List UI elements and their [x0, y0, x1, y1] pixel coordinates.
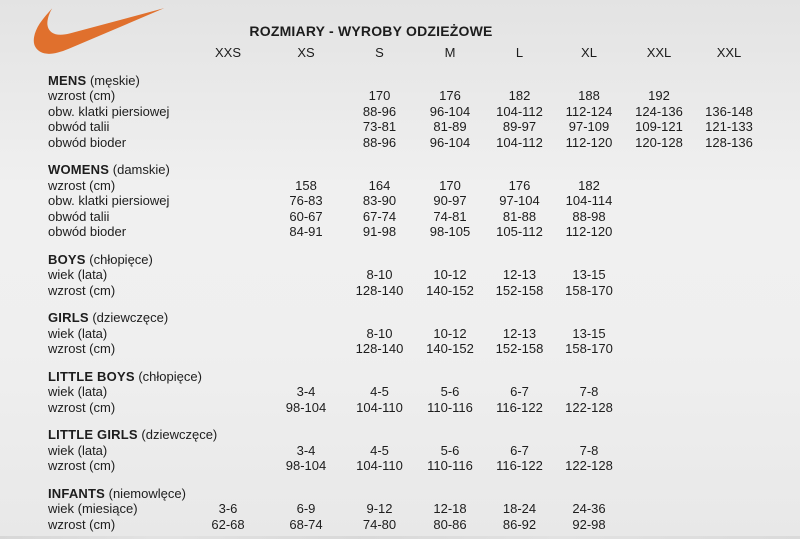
value-cell	[694, 267, 764, 283]
value-cell	[624, 325, 694, 341]
value-cell: 112-124	[565, 103, 613, 119]
value-cell	[188, 193, 268, 209]
size-column-header: XXL	[716, 45, 742, 60]
value-cell: 68-74	[289, 516, 323, 532]
value-cell: 88-98	[572, 208, 606, 224]
section-name: GIRLS	[48, 310, 89, 325]
value-cell: 97-104	[499, 193, 540, 208]
value-cell	[694, 208, 764, 224]
value-cell: 91-98	[362, 224, 397, 239]
value-cell: 105-112	[496, 224, 543, 239]
value-cell	[694, 282, 764, 298]
value-cell: 80-86	[433, 516, 467, 532]
row-label: wzrost (cm)	[48, 282, 116, 298]
table-row	[48, 134, 764, 150]
size-column-header: L	[515, 45, 524, 60]
value-cell: 158	[295, 177, 317, 193]
table-row	[48, 208, 764, 224]
size-column-header: XXS	[214, 45, 241, 60]
value-cell: 98-104	[285, 399, 327, 415]
value-cell: 6-7	[510, 384, 529, 399]
section-header-row	[48, 298, 764, 326]
value-cell: 67-74	[362, 208, 397, 224]
table-row	[48, 384, 764, 400]
value-cell	[624, 341, 694, 357]
section-header-cell	[48, 473, 764, 501]
table-row	[48, 267, 764, 283]
section-header-cell	[48, 415, 764, 443]
section-name: LITTLE GIRLS	[48, 427, 138, 442]
section-suffix: (chłopięce)	[85, 251, 153, 267]
value-cell	[188, 224, 268, 240]
table-row	[48, 88, 764, 104]
row-label: wzrost (cm)	[48, 399, 116, 415]
value-cell	[268, 282, 344, 298]
value-cell	[624, 208, 694, 224]
value-cell	[188, 208, 268, 224]
value-cell: 10-12	[433, 325, 467, 341]
value-cell: 3-6	[218, 501, 238, 516]
value-cell: 74-80	[362, 516, 397, 532]
value-cell: 3-4	[296, 442, 316, 458]
value-cell: 73-81	[362, 119, 397, 134]
value-cell	[624, 516, 694, 532]
section-name: MENS	[48, 72, 87, 88]
value-cell	[624, 384, 694, 400]
value-cell	[188, 442, 268, 458]
value-cell	[188, 282, 268, 298]
table-row	[48, 224, 764, 240]
value-cell: 112-120	[565, 224, 613, 239]
value-cell	[694, 341, 764, 357]
value-cell: 128-136	[705, 134, 753, 150]
section-header-cell	[48, 239, 764, 267]
value-cell	[694, 177, 764, 193]
size-column-header: M	[444, 45, 456, 60]
value-cell: 97-109	[568, 119, 610, 134]
value-cell: 76-83	[289, 193, 323, 208]
section-header-cell	[48, 60, 764, 88]
value-cell: 81-88	[502, 208, 537, 224]
value-cell: 7-8	[579, 384, 599, 399]
page-title: ROZMIARY - WYROBY ODZIEŻOWE	[249, 23, 493, 39]
value-cell: 4-5	[370, 442, 389, 458]
value-cell: 170	[368, 88, 391, 103]
value-cell: 140-152	[426, 282, 474, 298]
table-row	[48, 399, 764, 415]
value-cell: 12-13	[502, 267, 537, 282]
value-cell	[624, 282, 694, 298]
value-cell	[188, 134, 268, 150]
row-label: wzrost (cm)	[48, 516, 116, 532]
value-cell: 120-128	[635, 134, 683, 150]
value-cell	[624, 458, 694, 474]
value-cell: 83-90	[362, 193, 397, 208]
row-label: wzrost (cm)	[48, 177, 116, 193]
value-cell: 89-97	[502, 119, 537, 134]
value-cell: 182	[578, 177, 600, 193]
value-cell: 192	[648, 88, 670, 103]
table-row	[48, 103, 764, 119]
value-cell	[694, 384, 764, 400]
value-cell	[188, 384, 268, 400]
value-cell	[624, 267, 694, 283]
value-cell	[624, 177, 694, 193]
row-label: obw. klatki piersiowej	[48, 103, 170, 119]
row-label: wiek (lata)	[48, 325, 108, 341]
value-cell: 158-170	[565, 341, 613, 356]
section-suffix: (dziewczęce)	[88, 310, 169, 325]
row-label: obwód bioder	[48, 224, 127, 239]
row-label: wzrost (cm)	[48, 341, 116, 356]
value-cell: 98-104	[285, 458, 327, 473]
row-label: wiek (miesiące)	[48, 501, 138, 516]
value-cell	[268, 88, 344, 104]
value-cell	[188, 458, 268, 474]
value-cell: 74-81	[433, 208, 467, 224]
value-cell	[694, 399, 764, 415]
size-column-header: XL	[581, 45, 597, 60]
table-row	[48, 325, 764, 341]
value-cell: 13-15	[572, 325, 606, 341]
row-label: obw. klatki piersiowej	[48, 193, 170, 208]
size-chart-table	[48, 44, 764, 532]
table-row	[48, 341, 764, 357]
value-cell: 112-120	[565, 134, 613, 150]
section-header-row	[48, 415, 764, 443]
value-cell: 24-36	[572, 501, 606, 516]
value-cell	[694, 458, 764, 474]
section-header-cell	[48, 298, 764, 326]
value-cell: 124-136	[635, 103, 683, 119]
value-cell: 104-114	[565, 193, 613, 208]
value-cell	[624, 501, 694, 517]
value-cell: 84-91	[289, 224, 323, 239]
value-cell	[694, 193, 764, 209]
value-cell	[188, 88, 268, 104]
table-row	[48, 458, 764, 474]
row-label: wiek (lata)	[48, 442, 108, 458]
value-cell: 12-18	[433, 501, 467, 516]
value-cell: 8-10	[366, 267, 393, 282]
section-suffix: (dziewczęce)	[137, 427, 218, 442]
section-name: INFANTS	[48, 485, 106, 501]
value-cell: 122-128	[565, 399, 613, 415]
value-cell: 140-152	[426, 341, 474, 356]
value-cell: 104-112	[496, 134, 543, 150]
section-header-cell	[48, 150, 764, 178]
table-row	[48, 119, 764, 135]
value-cell: 152-158	[495, 341, 544, 356]
value-cell	[268, 325, 344, 341]
value-cell: 182	[508, 88, 531, 103]
section-suffix: (damskie)	[109, 162, 170, 177]
table-row	[48, 193, 764, 209]
value-cell: 81-89	[433, 119, 467, 134]
value-cell	[624, 399, 694, 415]
value-cell: 62-68	[211, 516, 245, 532]
table-row	[48, 442, 764, 458]
value-cell	[624, 224, 694, 240]
size-column-header: S	[375, 45, 384, 60]
value-cell: 96-104	[429, 103, 471, 119]
section-name: BOYS	[48, 251, 86, 267]
section-header-row	[48, 473, 764, 501]
value-cell: 110-116	[427, 399, 473, 415]
section-header-row	[48, 60, 764, 88]
value-cell: 104-110	[356, 458, 403, 473]
value-cell	[268, 267, 344, 283]
value-cell	[268, 341, 344, 357]
value-cell: 12-13	[502, 325, 537, 341]
value-cell	[694, 224, 764, 240]
value-cell: 92-98	[572, 516, 606, 532]
section-header-cell	[48, 356, 764, 384]
value-cell	[188, 119, 268, 135]
corner-cell	[48, 44, 188, 60]
value-cell: 122-128	[565, 458, 613, 473]
value-cell: 9-12	[366, 501, 393, 516]
value-cell: 176	[508, 177, 531, 193]
table-row	[48, 501, 764, 517]
value-cell: 136-148	[705, 103, 753, 119]
value-cell	[694, 501, 764, 517]
value-cell: 86-92	[502, 516, 537, 532]
value-cell: 110-116	[427, 458, 473, 473]
value-cell	[624, 193, 694, 209]
size-column-header: XS	[297, 45, 315, 60]
value-cell: 170	[439, 177, 461, 193]
section-suffix: (męskie)	[86, 72, 140, 88]
value-cell: 109-121	[635, 119, 683, 134]
value-cell: 88-96	[362, 134, 397, 150]
value-cell: 6-7	[510, 442, 529, 458]
table-row	[48, 177, 764, 193]
value-cell: 158-170	[565, 282, 613, 298]
value-cell: 164	[368, 177, 391, 193]
value-cell: 104-110	[356, 399, 403, 415]
value-cell	[188, 103, 268, 119]
table-row	[48, 282, 764, 298]
value-cell: 104-112	[496, 103, 543, 119]
value-cell	[188, 399, 268, 415]
row-label: obwód bioder	[48, 134, 127, 150]
value-cell: 4-5	[370, 384, 389, 399]
section-header-row	[48, 356, 764, 384]
value-cell	[188, 325, 268, 341]
value-cell: 96-104	[429, 134, 471, 150]
row-label: wiek (lata)	[48, 384, 108, 399]
value-cell: 116-122	[496, 399, 543, 415]
value-cell	[694, 88, 764, 104]
table-row	[48, 516, 764, 532]
value-cell: 60-67	[289, 208, 323, 224]
value-cell: 5-6	[440, 384, 460, 399]
section-header-row	[48, 239, 764, 267]
value-cell: 90-97	[433, 193, 467, 208]
value-cell: 128-140	[355, 341, 404, 356]
size-column-header: XXL	[646, 45, 672, 60]
value-cell: 128-140	[355, 282, 404, 298]
value-cell	[694, 325, 764, 341]
section-suffix: (chłopięce)	[134, 368, 202, 384]
value-cell	[694, 516, 764, 532]
size-header-row	[48, 44, 764, 60]
value-cell: 88-96	[362, 103, 397, 119]
value-cell: 5-6	[440, 442, 460, 458]
section-name: WOMENS	[48, 162, 110, 177]
value-cell: 121-133	[705, 119, 753, 134]
value-cell: 98-105	[429, 224, 471, 239]
value-cell: 8-10	[366, 325, 393, 341]
value-cell: 6-9	[296, 501, 316, 516]
value-cell: 116-122	[496, 458, 543, 473]
value-cell	[624, 442, 694, 458]
value-cell: 10-12	[433, 267, 467, 282]
value-cell	[694, 442, 764, 458]
row-label: wzrost (cm)	[48, 458, 116, 473]
section-name: LITTLE BOYS	[48, 368, 135, 384]
size-table-body	[48, 60, 764, 532]
value-cell	[268, 103, 344, 119]
value-cell	[188, 177, 268, 193]
value-cell: 152-158	[495, 282, 544, 298]
value-cell	[268, 119, 344, 135]
value-cell	[188, 267, 268, 283]
value-cell	[268, 134, 344, 150]
row-label: wiek (lata)	[48, 267, 108, 282]
row-label: obwód talii	[48, 208, 110, 224]
value-cell	[188, 341, 268, 357]
value-cell: 7-8	[579, 442, 599, 458]
row-label: wzrost (cm)	[48, 88, 116, 103]
section-suffix: (niemowlęce)	[105, 485, 186, 501]
value-cell: 188	[578, 88, 600, 103]
value-cell: 13-15	[572, 267, 606, 282]
row-label: obwód talii	[48, 119, 110, 134]
section-header-row	[48, 150, 764, 178]
value-cell: 18-24	[502, 501, 537, 516]
value-cell: 3-4	[296, 384, 316, 399]
value-cell: 176	[439, 88, 461, 103]
